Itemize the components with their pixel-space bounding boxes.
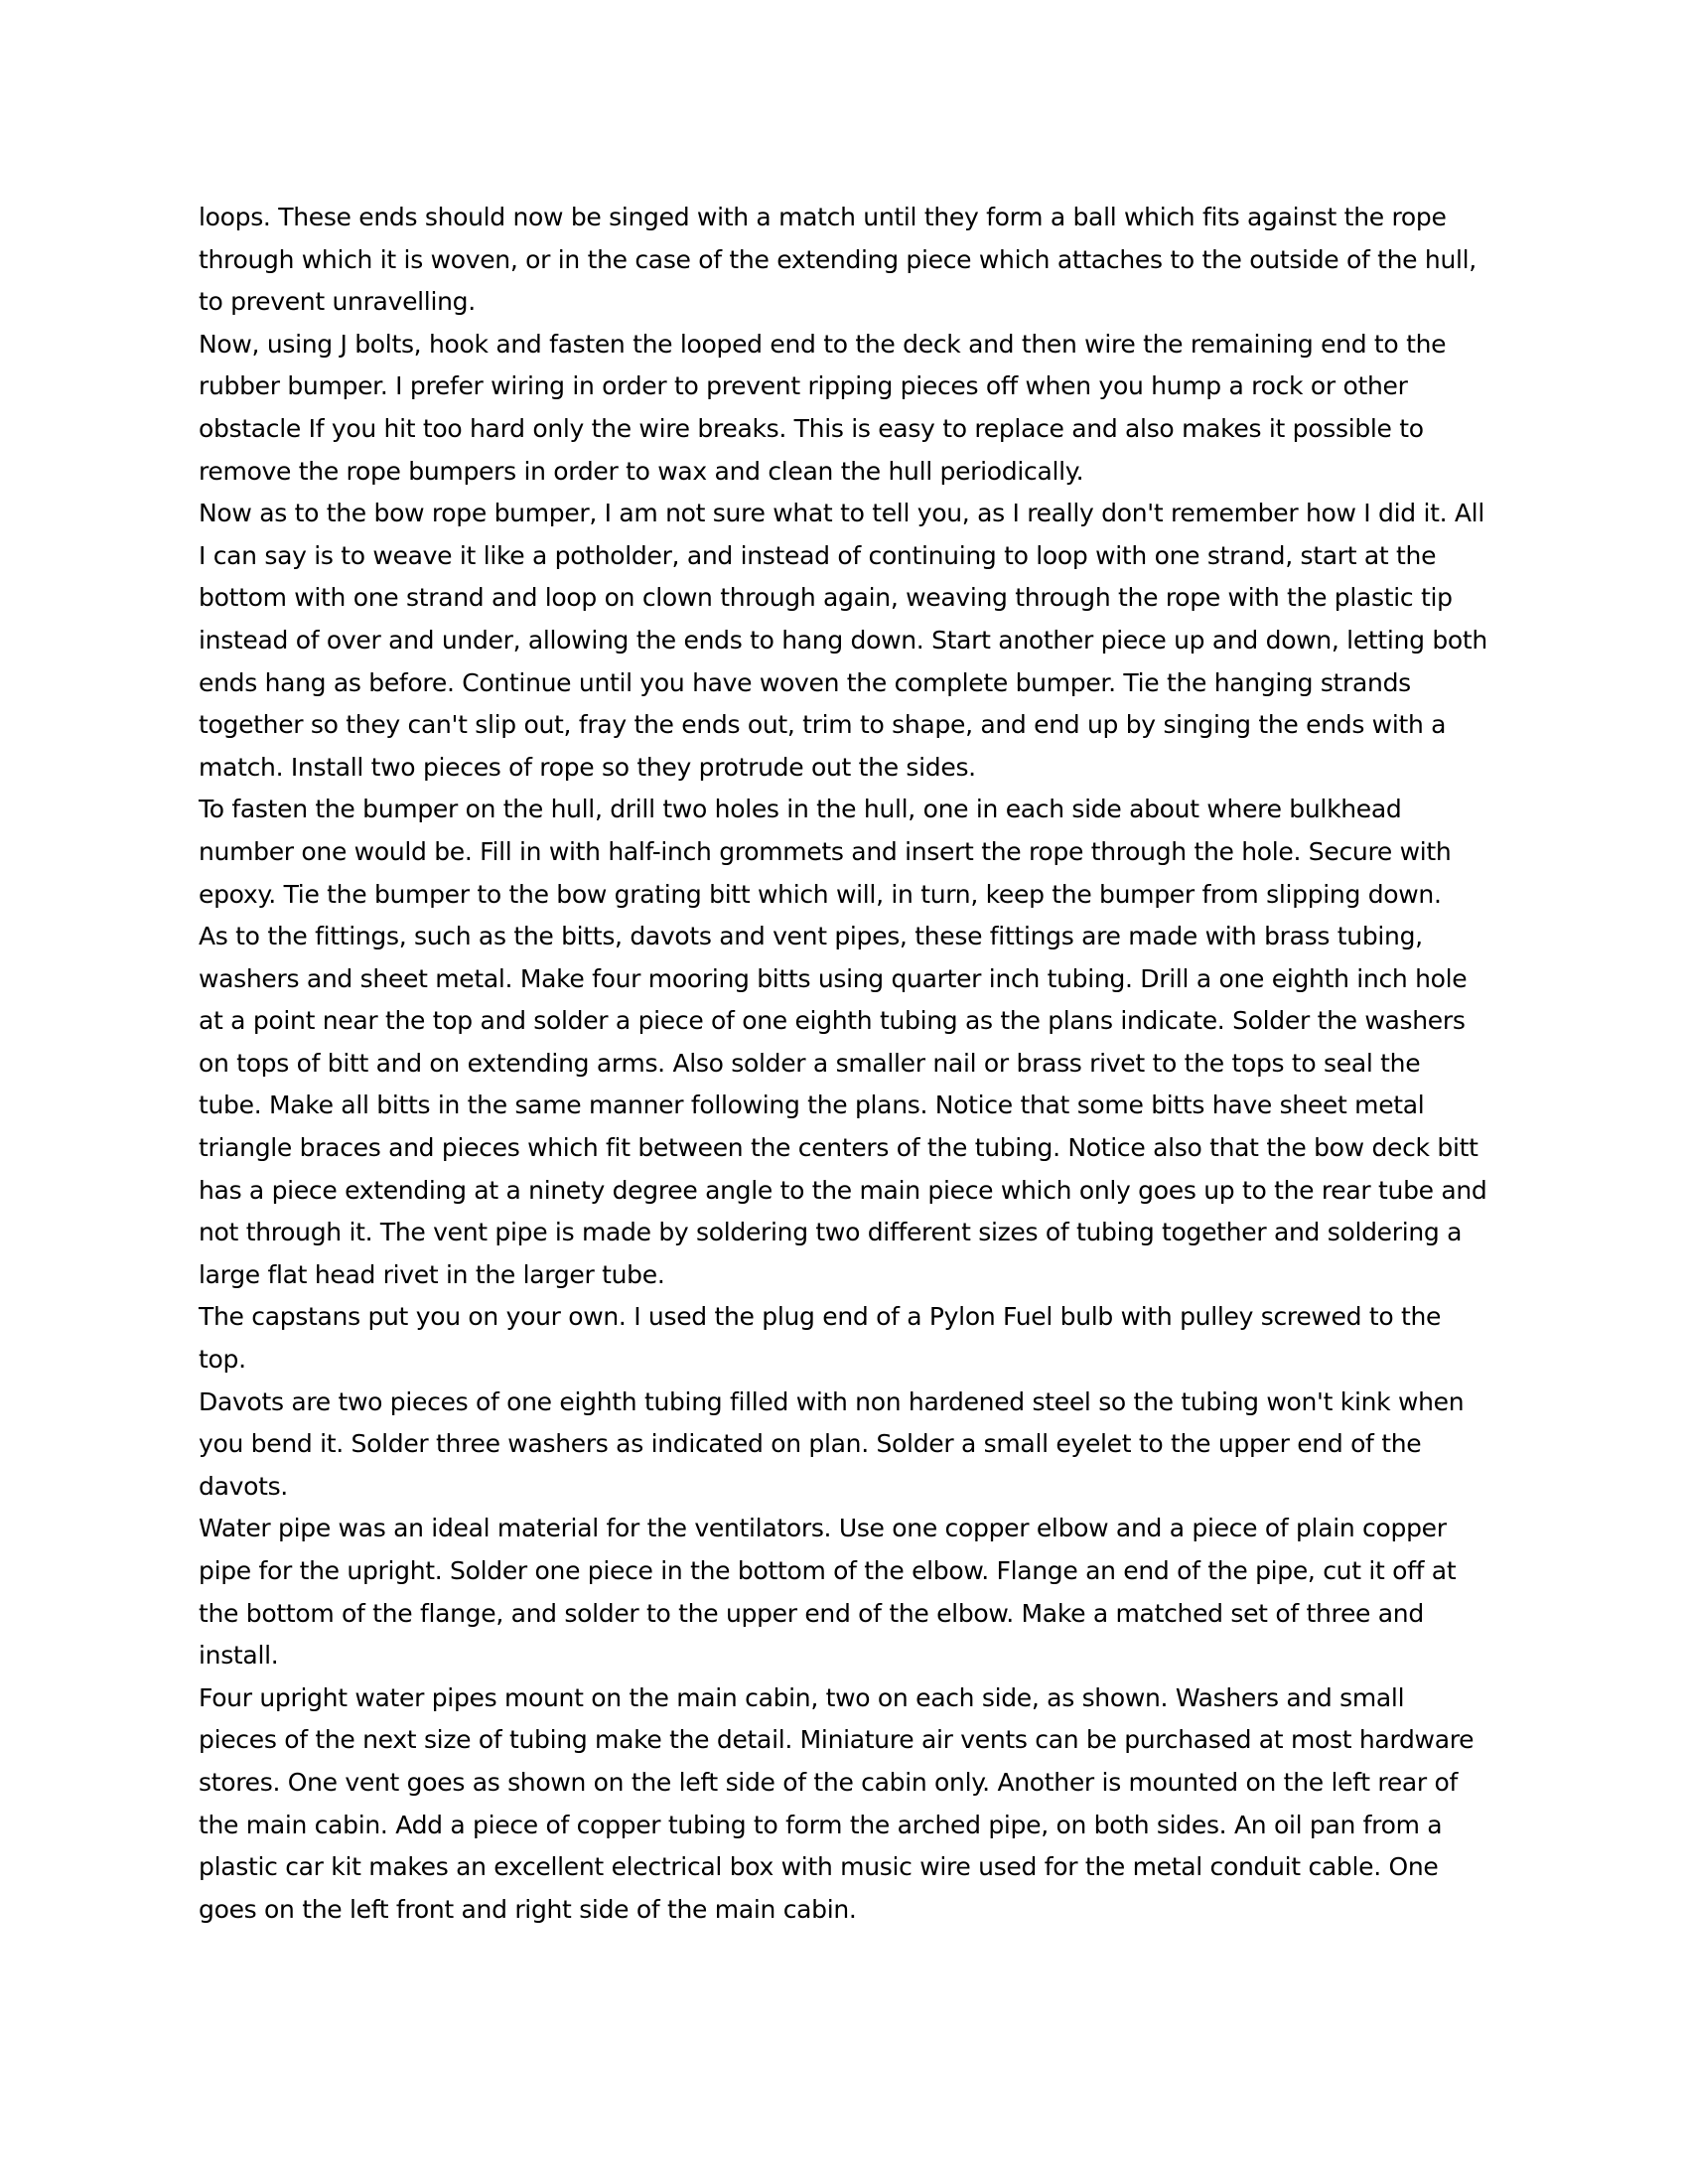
paragraph-fittings: As to the fittings, such as the bitts, davots and vent pipes, these fittings are made with brass tubing, washers and sheet metal. Make four mooring bitts using quarter inch tubing. Drill a one eighth inch hole at a point near the top and solder a piece of one eighth tubing as the plans indicate. Solder the washers on tops of bitt and on extending arms. Also solder a smaller nail or brass rivet to the tops to seal the tube. Make all bitts in the same manner following the plans. Notice that some bitts have sheet metal triangle braces and pieces which fit between the centers of the tubing. Notice also that the bow deck bitt has a piece extending at a ninety degree angle to the main piece which only goes up to the rear tube and not through it. The vent pipe is made by soldering two different sizes of tubing together and soldering a large flat head rivet in the larger tube. <box>199 922 1487 1289</box>
paragraph-fasten-bumper: To fasten the bumper on the hull, drill two holes in the hull, one in each side about where bulkhead number one would be. Fill in with half-inch grommets and insert the rope through the hole. Secure with epoxy. Tie the bumper to the bow grating bitt which will, in turn, keep the bumper from slipping down. <box>199 795 1452 909</box>
document-body <box>199 197 1489 1931</box>
paragraph-davots: Davots are two pieces of one eighth tubing filled with non hardened steel so the tubing won't kink when you bend it. Solder three washers as indicated on plan. Solder a small eyelet to the upper end of the davots. <box>199 1386 1465 1501</box>
paragraph-ventilators: Water pipe was an ideal material for the ventilators. Use one copper elbow and a piece of plain copper pipe for the upright. Solder one piece in the bottom of the elbow. Flange an end of the pipe, cut it off at the bottom of the flange, and solder to the upper end of the elbow. Make a matched set of three and install. <box>199 1514 1457 1671</box>
paragraph-capstans: The capstans put you on your own. I used the plug end of a Pylon Fuel bulb with pulley screwed to the top. <box>199 1302 1442 1375</box>
paragraph-rope-ends: loops. These ends should now be singed with a match until they form a ball which fits against the rope through which it is woven, or in the case of the extending piece which attaches to the outside of the hull, to prevent unravelling. <box>199 203 1477 317</box>
paragraph-bow-rope-bumper: Now as to the bow rope bumper, I am not sure what to tell you, as I really don't remember how I did it. All I can say is to weave it like a potholder, and instead of continuing to loop with one strand, start at the bottom with one strand and loop on clown through again, weaving through the rope with the plastic tip instead of over and under, allowing the ends to hang down. Start another piece up and down, letting both ends hang as before. Continue until you have woven the complete bumper. Tie the hanging strands together so they can't slip out, fray the ends out, trim to shape, and end up by singing the ends with a match. Install two pieces of rope so they protrude out the sides. <box>199 499 1487 782</box>
paragraph-j-bolts: Now, using J bolts, hook and fasten the looped end to the deck and then wire the remaining end to the rubber bumper. I prefer wiring in order to prevent ripping pieces off when you hump a rock or other obstacle If you hit too hard only the wire breaks. This is easy to replace and also makes it possible to remove the rope bumpers in order to wax and clean the hull periodically. <box>199 329 1447 486</box>
paragraph-water-pipes: Four upright water pipes mount on the main cabin, two on each side, as shown. Washers and small pieces of the next size of tubing make the detail. Miniature air vents can be purchased at most hardware stores. One vent goes as shown on the left side of the cabin only. Another is mounted on the left rear of the main cabin. Add a piece of copper tubing to form the arched pipe, on both sides. An oil pan from a plastic car kit makes an excellent electrical box with music wire used for the metal conduit cable. One goes on the left front and right side of the main cabin. <box>199 1682 1475 1924</box>
